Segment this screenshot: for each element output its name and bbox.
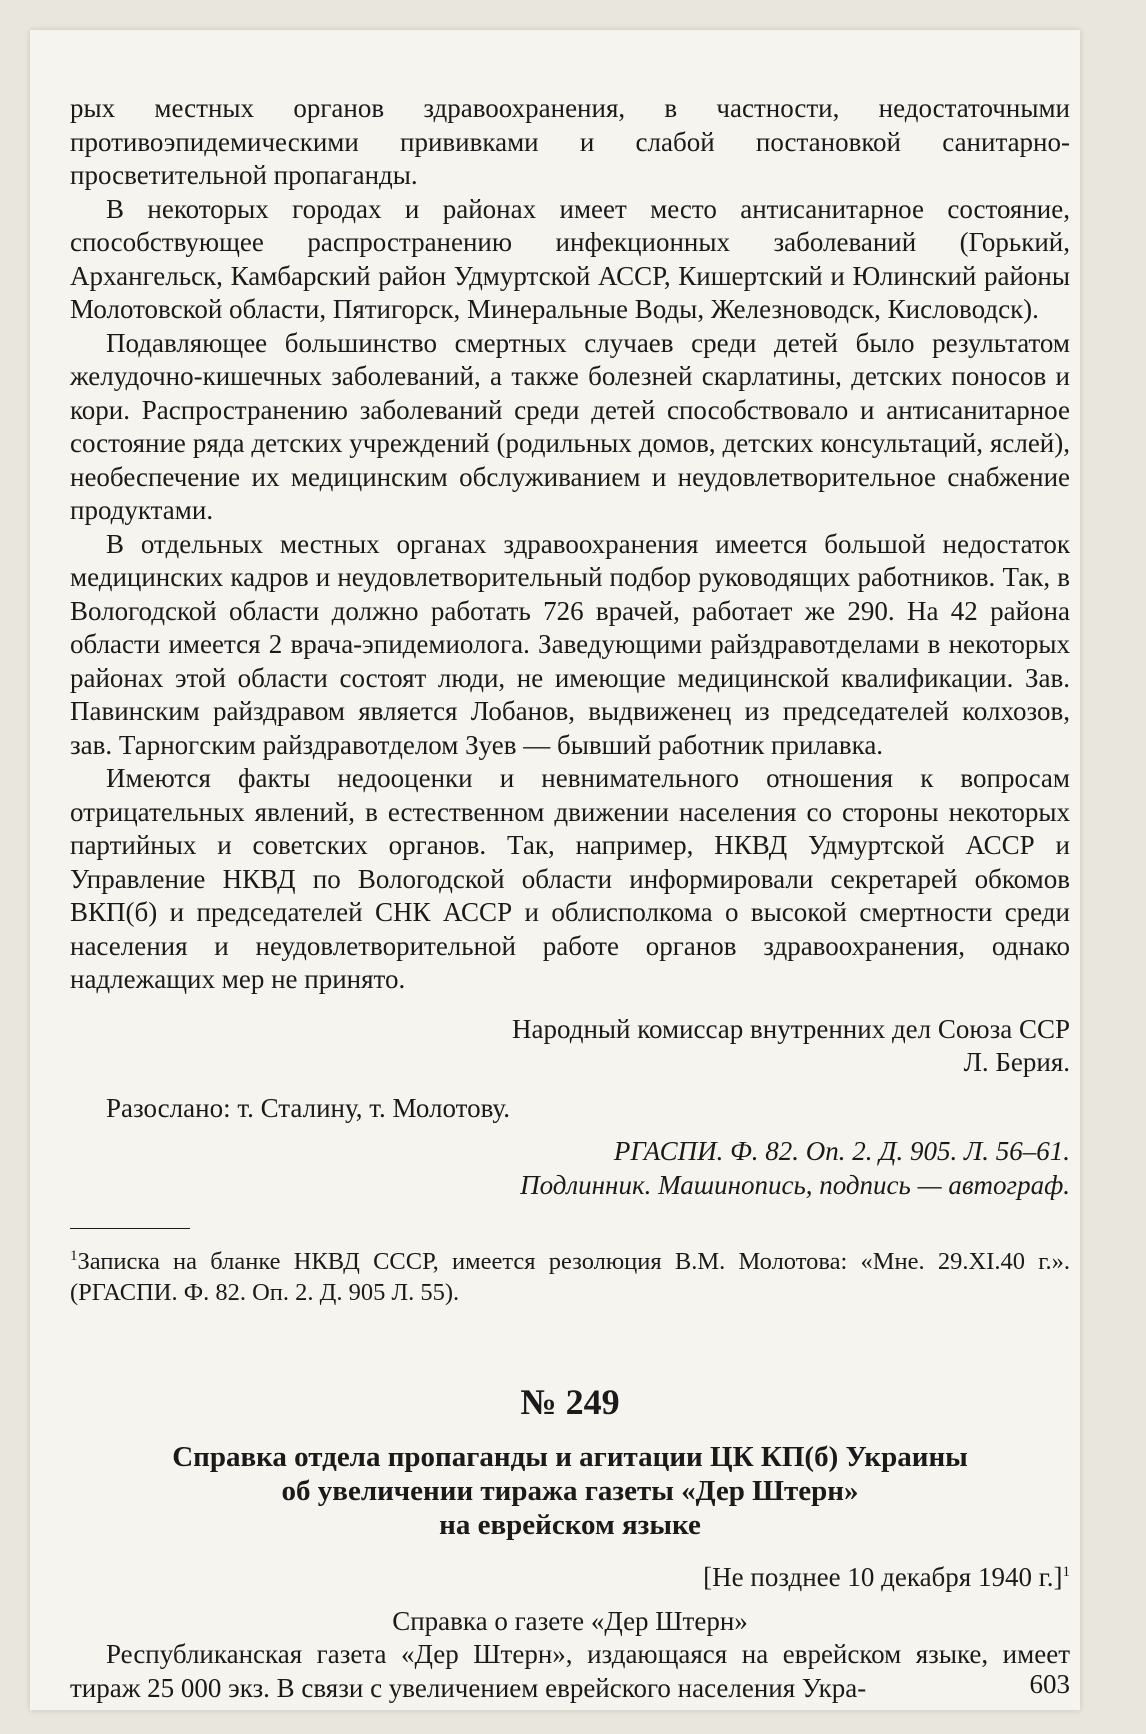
signature-position: Народный комиссар внутренних дел Союза ССР [512, 1013, 1070, 1044]
archive-reference: РГАСПИ. Ф. 82. Оп. 2. Д. 905. Л. 56–61. [613, 1136, 1070, 1166]
document-title-line: на еврейском языке [439, 1509, 701, 1542]
signature-name: Л. Берия. [963, 1047, 1070, 1077]
paragraph: В некоторых городах и районах имеет место антисанитарное состояние, способствующее распространению инфекционных заболеваний (Горький, Архангельск, Камбарский район Удмуртской АССР, Кишертский и Юлинский районы Молотовской области, Пятигорск, Минеральные Воды, Железноводск, Кисловодск). [70, 193, 1070, 324]
document-date [70, 1556, 1070, 1595]
document-subtitle: Справка о газете «Дер Штерн» [392, 1605, 748, 1636]
footnote-divider [70, 1228, 190, 1229]
document-page [30, 30, 1080, 1710]
document-title-line: об увеличении тиража газеты «Дер Штерн» [281, 1475, 859, 1508]
date-footnote-marker: 1 [1062, 1564, 1070, 1581]
archive-note: Подлинник. Машинопись, подпись — автограф. [520, 1169, 1070, 1200]
paragraph: Республиканская газета «Дер Штерн», издающаяся на еврейском языке, имеет тираж 25 000 экз. В связи с увеличением еврейского населения Укра- [70, 1639, 1070, 1703]
page-content [70, 92, 1070, 1705]
footnote-text: Записка на бланке НКВД СССР, имеется резолюция В.М. Молотова: «Мне. 29.XI.40 г.». (РГАСПИ. Ф. 82. Оп. 2. Д. 905 Л. 55). [70, 1248, 1070, 1307]
footnote-marker: 1 [70, 1248, 78, 1264]
paragraph: рых местных органов здравоохранения, в частности, недостаточными противоэпидемическими прививками и слабой постановкой санитарно-просветительной пропаганды. [70, 93, 1070, 190]
document-title-line: Справка отдела пропаганды и агитации ЦК КП(б) Украины [172, 1441, 968, 1474]
distribution-note: Разослано: т. Сталину, т. Молотову. [106, 1092, 510, 1123]
paragraph: Подавляющее большинство смертных случаев среди детей было результатом желудочно-кишечных заболеваний, а также болезней скарлатины, детских поносов и кори. Распространению заболеваний среди детей способствовало и антисанитарное состояние ряда детских учреждений (родильных домов, детских консультаций, яслей), необеспечение их медицинским обслуживанием и неудовлетворительное снабжение продуктами. [70, 327, 1070, 525]
document-number: № 249 [520, 1382, 620, 1423]
document-date-text: [Не позднее 10 декабря 1940 г.] [703, 1562, 1063, 1593]
footnote [70, 1241, 1070, 1308]
paragraph: Имеются факты недооценки и невнимательного отношения к вопросам отрицательных явлений, в естественном движении населения со стороны некоторых партийных и советских органов. Так, например, НКВД Удмуртской АССР и Управление НКВД по Вологодской области информировали секретарей обкомов ВКП(б) и председателей СНК АССР и облисполкома о высокой смертности среди населения и неудовлетворительной работе органов здравоохранения, однако надлежащих мер не принято. [70, 763, 1070, 994]
paragraph: В отдельных местных органах здравоохранения имеется большой недостаток медицинских кадров и неудовлетворительный подбор руководящих работников. Так, в Вологодской области должно работать 726 врачей, работает же 290. На 42 района области имеется 2 врача-эпидемиолога. Заведующими райздравотделами в некоторых районах этой области состоят люди, не имеющие медицинской квалификации. Зав. Павинским райздравом является Лобанов, выдвиженец из председателей колхозов, зав. Тарногским райздравотделом Зуев — бывший работник прилавка. [70, 528, 1070, 760]
page-number: 603 [1029, 1669, 1070, 1699]
